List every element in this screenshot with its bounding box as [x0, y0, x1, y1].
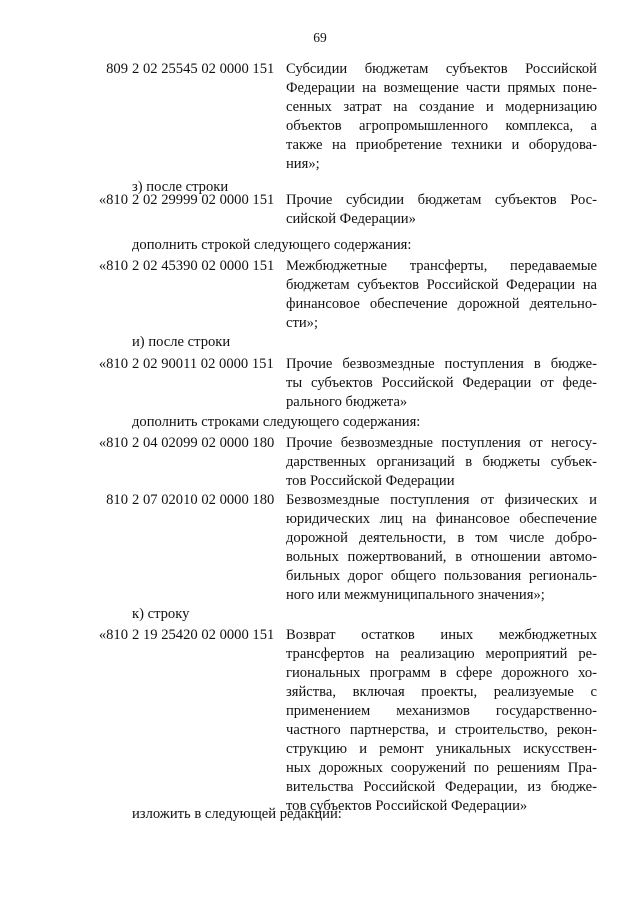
admin-code: «810	[98, 356, 128, 372]
description-line: струкцию и ремонт уникальных искусствен-	[286, 741, 597, 757]
budget-classification-code: 2 02 90011 02 0000 151	[132, 356, 274, 372]
instruction-note: к) строку	[132, 606, 190, 622]
description-line: вольных пожертвований, в отношении автомо-	[286, 549, 597, 565]
row-description	[286, 60, 597, 174]
description-line: зяйства, включая проекты, реализуемые с	[286, 684, 597, 700]
description-line: Прочие безвозмездные поступления в бюдже-	[286, 356, 597, 372]
description-line: ния»;	[286, 156, 320, 172]
admin-code: «810	[98, 258, 128, 274]
instruction-note: изложить в следующей редакции:	[132, 806, 342, 822]
instruction-note: и) после строки	[132, 334, 231, 350]
admin-code: 810	[106, 492, 128, 508]
budget-classification-code: 2 07 02010 02 0000 180	[132, 492, 275, 508]
row-description	[286, 355, 597, 412]
description-line: рального бюджета»	[286, 394, 408, 410]
description-line: дарственных организаций в бюджеты субъек-	[286, 454, 597, 470]
row-description	[286, 191, 597, 229]
description-line: гиональных программ в сфере дорожного хо-	[286, 665, 597, 681]
description-line: сийской Федерации»	[286, 211, 416, 227]
description-line: бюджетам субъектов Российской Федерации на	[286, 277, 597, 293]
description-line: объектов агропромышленного комплекса, а	[286, 118, 597, 134]
admin-code: «810	[98, 435, 128, 451]
admin-code: «810	[98, 192, 128, 208]
page-number: 69	[313, 30, 327, 45]
description-line: Прочие субсидии бюджетам субъектов Рос-	[286, 192, 597, 208]
description-line: ного или межмуниципального значения»;	[286, 587, 545, 603]
budget-classification-code: 2 04 02099 02 0000 180	[132, 435, 275, 451]
instruction-note: дополнить строкой следующего содержания:	[132, 237, 412, 253]
description-line: трансфертов на реализацию мероприятий ре-	[286, 646, 597, 662]
description-line: тов субъектов Российской Федерации»	[286, 798, 528, 814]
description-line: бильных дорог общего пользования региональ-	[286, 568, 597, 584]
description-line: дорожной деятельности, в том числе добро-	[286, 530, 597, 546]
description-line: ты субъектов Российской Федерации от феде-	[286, 375, 597, 391]
description-line: Прочие безвозмездные поступления от негосу-	[286, 435, 597, 451]
instruction-note: з) после строки	[132, 179, 229, 195]
admin-code: 809	[106, 61, 128, 77]
instruction-note: дополнить строками следующего содержания:	[132, 414, 421, 430]
description-line: частного партнерства, и строительство, рекон-	[286, 722, 597, 738]
budget-classification-code: 2 02 45390 02 0000 151	[132, 258, 275, 274]
budget-classification-code: 2 02 25545 02 0000 151	[132, 61, 275, 77]
row-description	[286, 434, 597, 491]
admin-code: «810	[98, 627, 128, 643]
budget-classification-code: 2 19 25420 02 0000 151	[132, 627, 275, 643]
description-line: Межбюджетные трансферты, передаваемые	[286, 258, 597, 274]
description-line: сенных затрат на создание и модернизацию	[286, 99, 597, 115]
description-line: вительства Российской Федерации, из бюдже-	[286, 779, 597, 795]
description-line: юридических лиц на финансовое обеспечение	[286, 511, 597, 527]
description-line: Безвозмездные поступления от физических и	[286, 492, 597, 508]
description-line: финансовое обеспечение дорожной деятельно-	[286, 296, 597, 312]
row-description	[286, 491, 597, 605]
description-line: также на приобретение техники и оборудова-	[286, 137, 597, 153]
row-description	[286, 257, 597, 333]
description-line: сти»;	[286, 315, 319, 331]
row-description	[286, 626, 597, 816]
description-line: Возврат остатков иных межбюджетных	[286, 627, 597, 643]
description-line: Субсидии бюджетам субъектов Российской	[286, 61, 597, 77]
budget-classification-code: 2 02 29999 02 0000 151	[132, 192, 275, 208]
description-line: ных дорожных сооружений по решениям Пра-	[286, 760, 597, 776]
description-line: тов Российской Федерации	[286, 473, 455, 489]
description-line: Федерации на возмещение части прямых поне-	[286, 80, 597, 96]
description-line: применением механизмов государственно-	[286, 703, 597, 719]
